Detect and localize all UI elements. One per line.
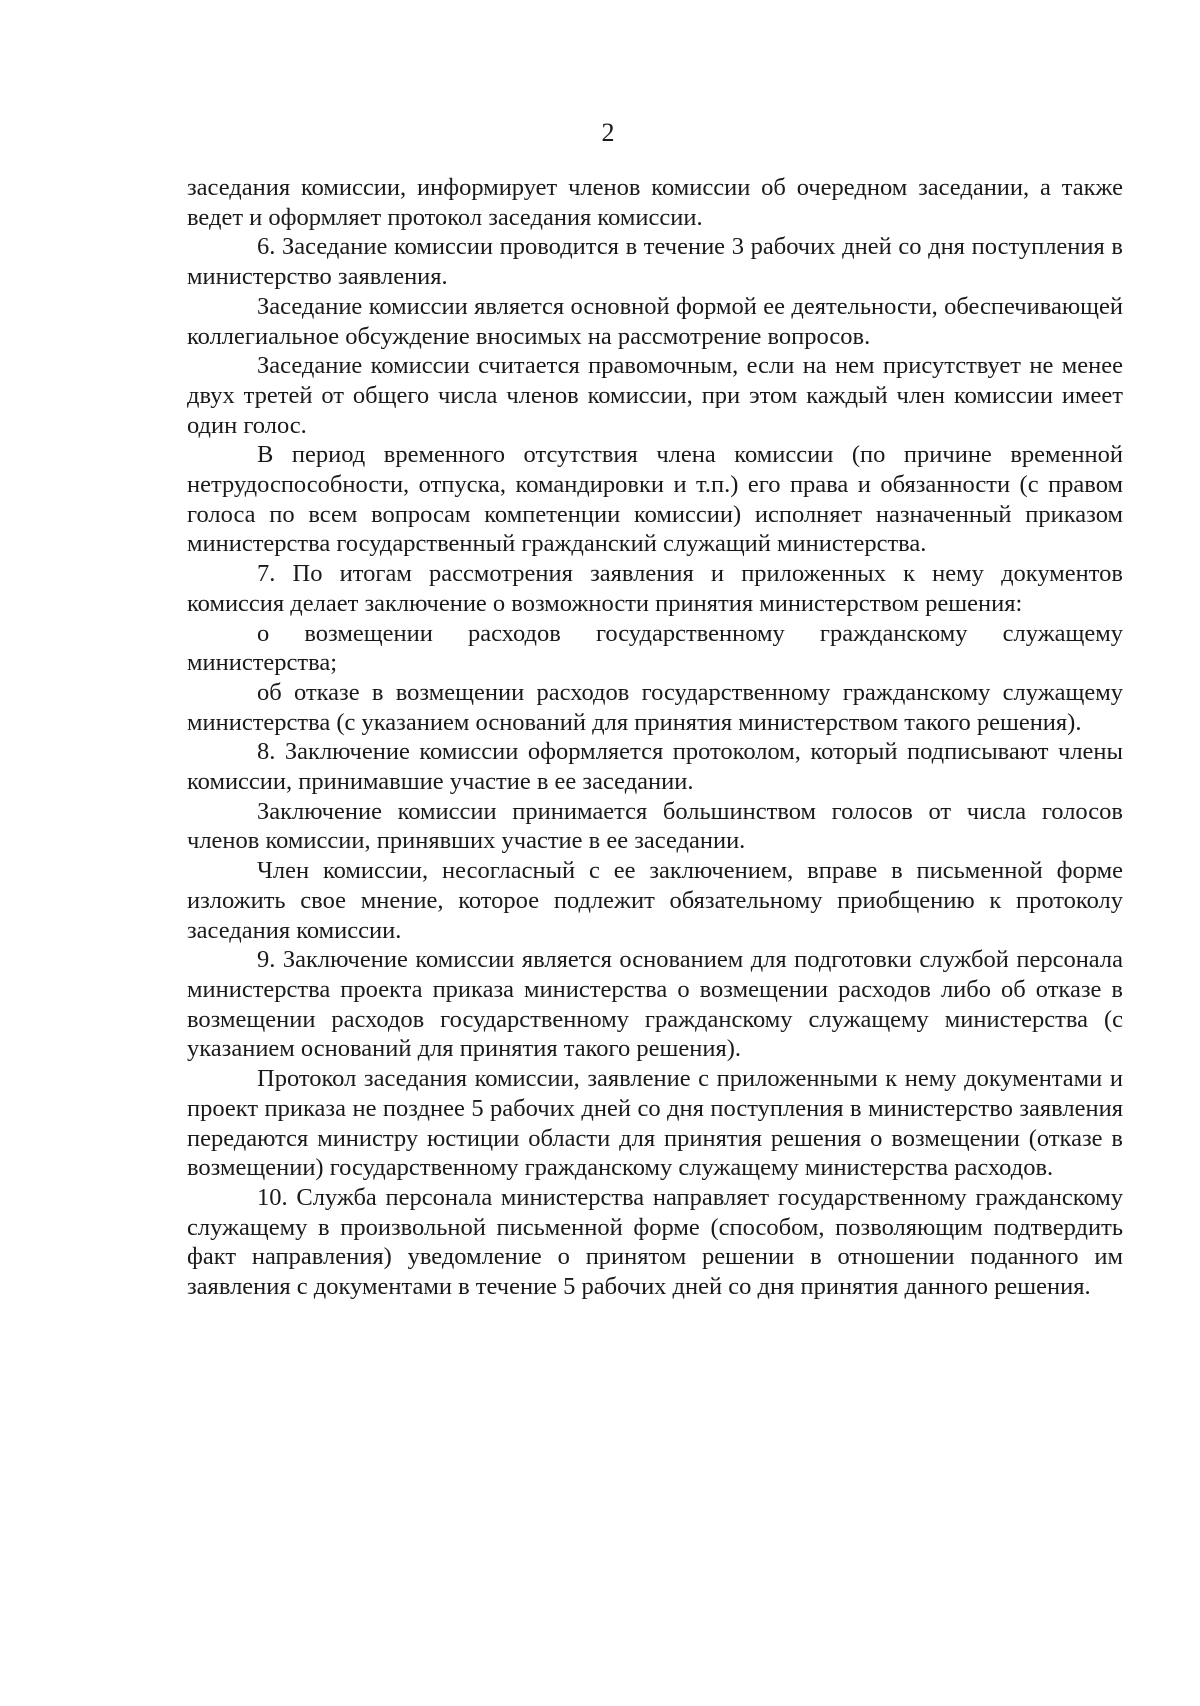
paragraph-item-7: 7. По итогам рассмотрения заявления и приложенных к нему документов комиссия делает заключение о возможности принятия министерством решения:: [187, 560, 1123, 617]
paragraph-option: о возмещении расходов государственному гражданскому служащему министерства;: [187, 619, 1123, 677]
paragraph-option: об отказе в возмещении расходов государственному гражданскому служащему министерства (с указанием оснований для принятия министерством такого решения).: [187, 678, 1123, 736]
paragraph: В период временного отсутствия члена комиссии (по причине временной нетрудоспособности, отпуска, командировки и т.п.) его права и обязанности (с правом голоса по всем вопросам компетенции комиссии) исполняет назначенный приказом министерства государственный гражданский служащий министерства.: [187, 441, 1123, 558]
paragraph-continuation: заседания комиссии, информирует членов комиссии об очередном заседании, а также ведет и оформляет протокол заседания комиссии.: [187, 174, 1123, 231]
page-number: 2: [601, 118, 615, 147]
paragraph: Заседание комиссии является основной формой ее деятельности, обеспечивающей коллегиальное обсуждение вносимых на рассмотрение вопросов.: [187, 292, 1123, 350]
paragraph: Заключение комиссии принимается большинством голосов от числа голосов членов комиссии, принявших участие в ее заседании.: [187, 797, 1123, 855]
paragraph-item-9: 9. Заключение комиссии является основанием для подготовки службой персонала министерства проекта приказа министерства о возмещении расходов либо об отказе в возмещении расходов государственному гражданскому служащему министерства (с указанием оснований для принятия такого решения).: [187, 946, 1123, 1063]
paragraph: Заседание комиссии считается правомочным, если на нем присутствует не менее двух третей от общего числа членов комиссии, при этом каждый член комиссии имеет один голос.: [187, 352, 1123, 439]
paragraph: Протокол заседания комиссии, заявление с приложенными к нему документами и проект приказа не позднее 5 рабочих дней со дня поступления в министерство заявления передаются министру юстиции области для принятия решения о возмещении (отказе в возмещении) государственному гражданскому служащему министерства расходов.: [187, 1065, 1123, 1182]
paragraph-item-8: 8. Заключение комиссии оформляется протоколом, который подписывают члены комиссии, принимавшие участие в ее заседании.: [187, 738, 1123, 796]
paragraph: Член комиссии, несогласный с ее заключением, вправе в письменной форме изложить свое мнение, которое подлежит обязательному приобщению к протоколу заседания комиссии.: [187, 857, 1123, 944]
paragraph-item-6: 6. Заседание комиссии проводится в течение 3 рабочих дней со дня поступления в министерство заявления.: [187, 233, 1123, 291]
document-body: [187, 173, 1123, 1302]
paragraph-item-10: 10. Служба персонала министерства направляет государственному гражданскому служащему в произвольной письменной форме (способом, позволяющим подтвердить факт направления) уведомление о принятом решении в отношении поданного им заявления с документами в течение 5 рабочих дней со дня принятия данного решения.: [187, 1183, 1123, 1301]
